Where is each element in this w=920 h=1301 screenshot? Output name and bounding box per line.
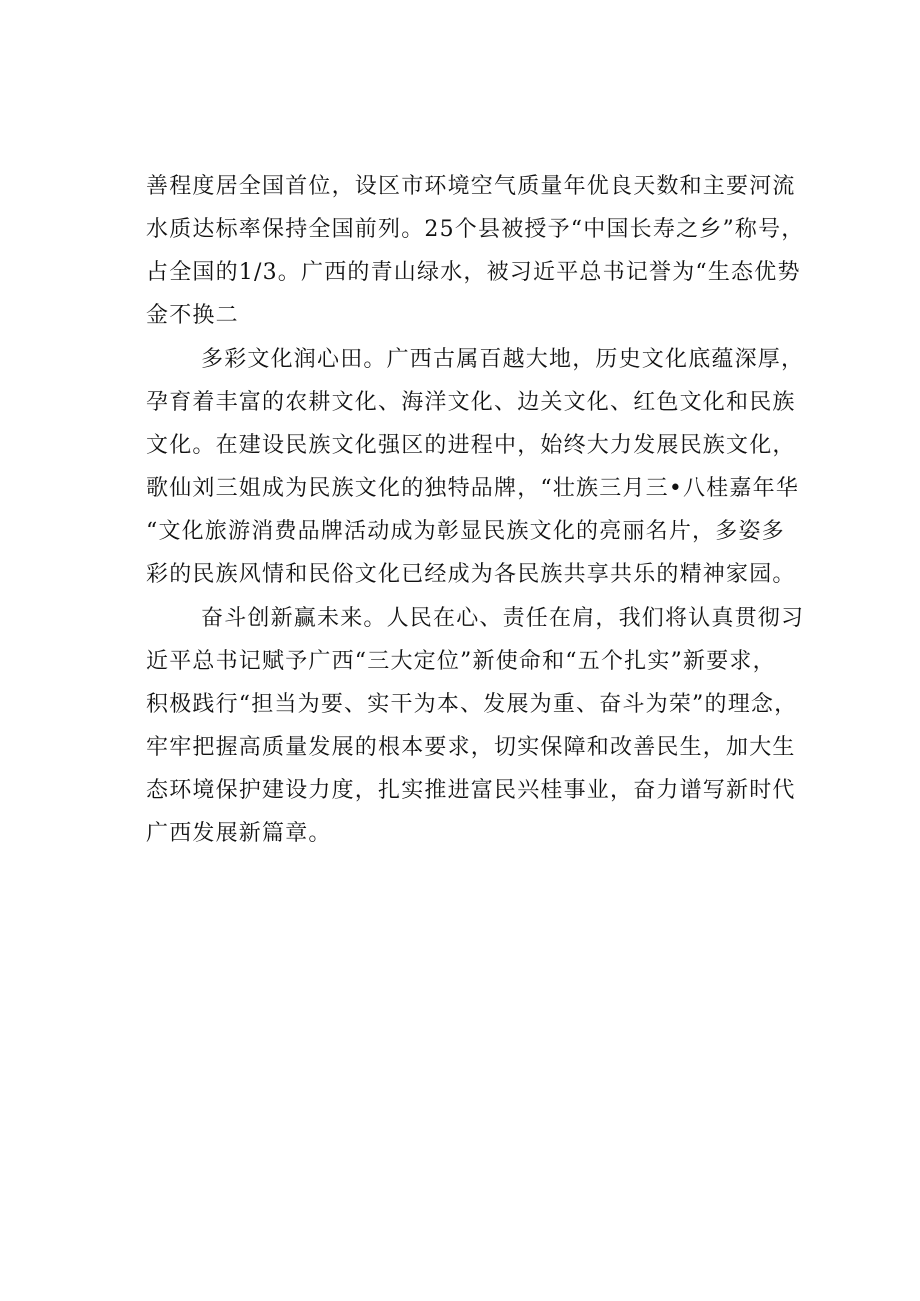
paragraph-line: 文化。在建设民族文化强区的进程中，始终大力发展民族文化， [146,433,796,458]
paragraph-line: 奋斗创新赢未来。人民在心、责任在肩，我们将认真贯彻习 [201,606,805,631]
paragraph-line: 歌仙刘三姐成为民族文化的独特品牌，“壮族三月三•八桂嘉年华 [146,476,800,501]
paragraph-line: 牢牢把握高质量发展的根本要求，切实保障和改善民生，加大生 [146,735,796,760]
paragraph-line: 彩的民族风情和民俗文化已经成为各民族共享共乐的精神家园。 [146,562,796,587]
paragraph-line: “文化旅游消费品牌活动成为彰显民族文化的亮丽名片，多姿多 [146,519,785,544]
paragraph-line: 近平总书记赋予广西“三大定位”新使命和“五个扎实”新要求， [146,649,776,674]
paragraph-line: 广西发展新篇章。 [146,821,332,846]
paragraph-line: 多彩文化润心田。广西古属百越大地，历史文化底蕴深厚， [201,347,805,372]
paragraph-line: 善程度居全国首位，设区市环境空气质量年优良天数和主要河流 [146,174,796,199]
paragraph-line: 金不换二 [146,303,239,328]
paragraph-line: 水质达标率保持全国前列。25个县被授予“中国长寿之乡”称号， [146,217,805,242]
paragraph-line: 孕育着丰富的农耕文化、海洋文化、边关文化、红色文化和民族 [146,390,796,415]
paragraph-line: 态环境保护建设力度，扎实推进富民兴桂事业，奋力谱写新时代 [146,778,796,803]
paragraph-line: 占全国的1/3。广西的青山绿水，被习近平总书记誉为“生态优势 [146,260,801,285]
paragraph-line: 积极践行“担当为要、实干为本、发展为重、奋斗为荣”的理念， [146,692,798,717]
